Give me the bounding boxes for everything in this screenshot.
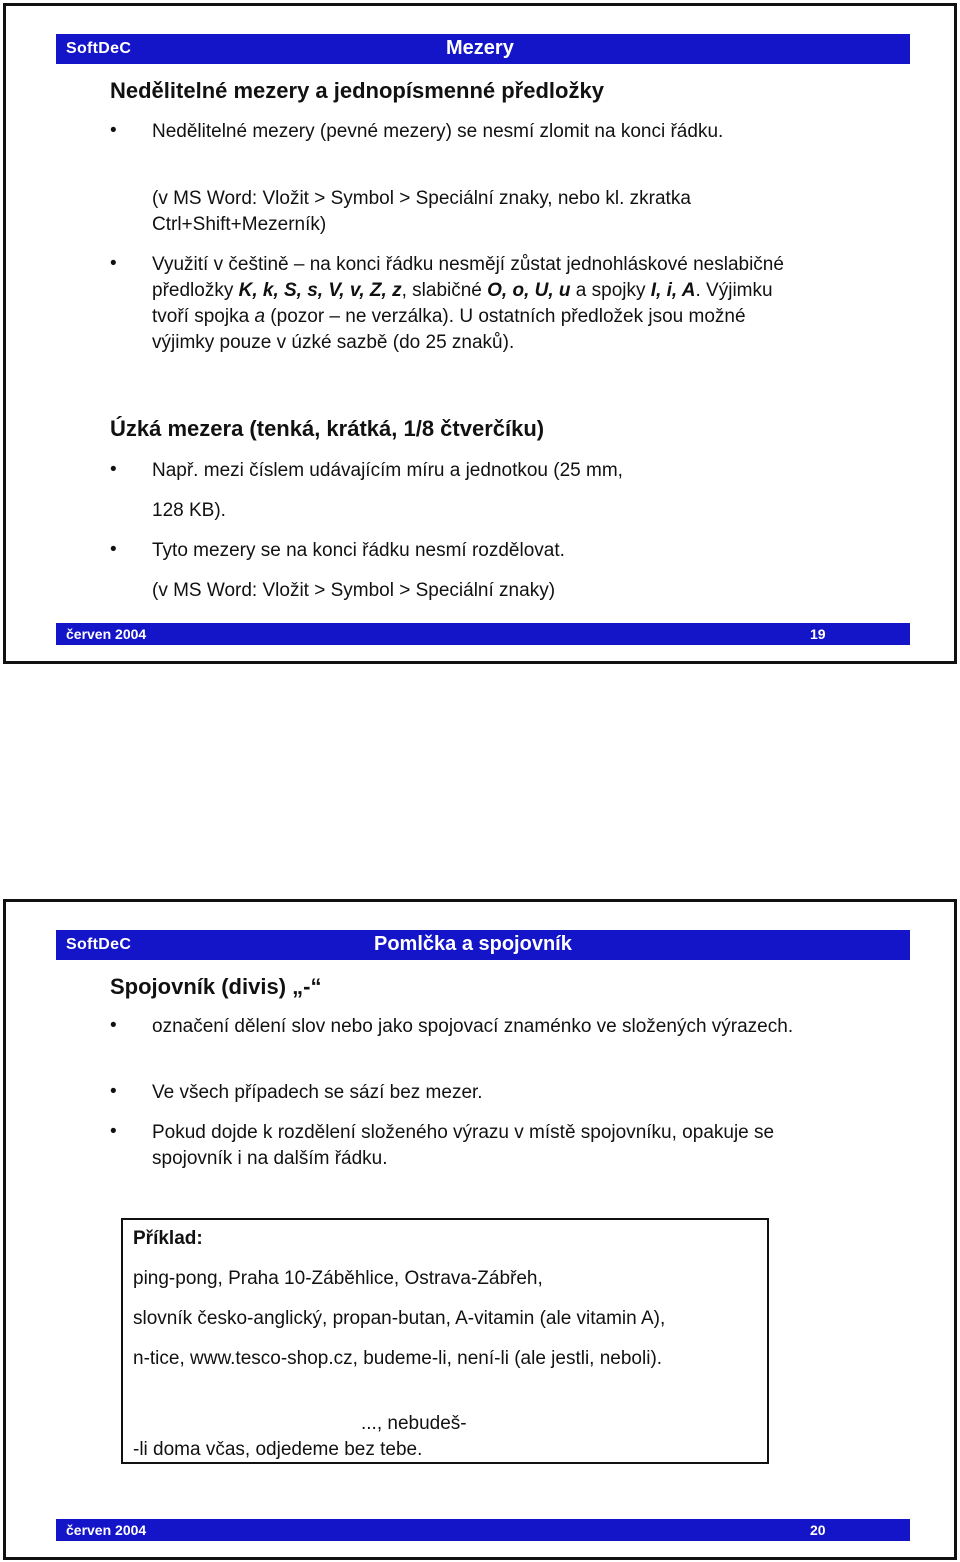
subsection-heading: Úzká mezera (tenká, krátká, 1/8 čtverčíku) (110, 416, 545, 441)
softdec-logo: SoftDeC (66, 40, 132, 57)
text-run: . Výjimku tvoří spojka (152, 280, 773, 327)
slide-20 (3, 899, 957, 1560)
text-run: Využití v češtině – na konci řádku nesmějí zůstat jednohláskové neslabičné předložky (152, 254, 784, 301)
emphasis-prepositions: K, k, S, s, V, v, Z, z (238, 280, 402, 301)
section-heading: Nedělitelné mezery a jednopísmenné předložky (110, 78, 604, 103)
text-run: a spojky (570, 280, 651, 301)
slide-footer-bar (56, 623, 910, 645)
bullet-text: Nedělitelné mezery (pevné mezery) se nesmí zlomit na konci řádku. (152, 121, 724, 142)
bullet-note: (v MS Word: Vložit > Symbol > Speciální znaky) (152, 580, 556, 601)
text-run: , slabičné (401, 280, 488, 301)
emphasis-conjunctions: I, i, A (650, 280, 696, 301)
slide-title: Mezery (446, 37, 514, 59)
footer-date: červen 2004 (66, 626, 147, 642)
bullet-icon: • (110, 539, 117, 560)
example-line: slovník česko-anglický, propan-butan, A-vitamin (ale vitamin A), (133, 1308, 666, 1329)
slide-header-bar (56, 34, 910, 64)
text-run: (pozor – ne verzálka). U ostatních předložek jsou možné výjimky pouze v úzké sazbě (do 25 znaků). (152, 306, 746, 353)
bullet-note: (v MS Word: Vložit > Symbol > Speciální znaky, nebo kl. zkratka Ctrl+Shift+Mezerník) (152, 188, 691, 235)
bullet-text: Pokud dojde k rozdělení složeného výrazu v místě spojovníku, opakuje se spojovník i na dalším řádku. (152, 1122, 775, 1169)
bullet-icon: • (110, 1121, 117, 1142)
emphasis-a: a (254, 306, 266, 327)
example-line: n-tice, www.tesco-shop.cz, budeme-li, není-li (ale jestli, neboli). (133, 1348, 663, 1369)
bullet-icon: • (110, 459, 117, 480)
example-line: ..., nebudeš- (361, 1413, 467, 1434)
bullet-text: Např. mezi číslem udávajícím míru a jednotkou (25 mm, (152, 460, 623, 481)
example-box (121, 1218, 769, 1464)
slide-title: Pomlčka a spojovník (374, 933, 572, 955)
bullet-text: Ve všech případech se sází bez mezer. (152, 1082, 483, 1103)
slide-header-bar (56, 930, 910, 960)
page-number: 20 (810, 1522, 826, 1538)
footer-date: červen 2004 (66, 1522, 147, 1538)
bullet-text: Tyto mezery se na konci řádku nesmí rozdělovat. (152, 540, 565, 561)
bullet-icon: • (110, 1015, 117, 1036)
bullet-icon: • (110, 253, 117, 274)
example-line: -li doma včas, odjedeme bez tebe. (133, 1439, 423, 1460)
example-line: ping-pong, Praha 10-Záběhlice, Ostrava-Zábřeh, (133, 1268, 543, 1289)
slide-footer-bar (56, 1519, 910, 1541)
bullet-icon: • (110, 1081, 117, 1102)
bullet-icon: • (110, 120, 117, 141)
example-title: Příklad: (133, 1228, 203, 1249)
page-number: 19 (810, 626, 826, 642)
slide-19 (3, 3, 957, 664)
emphasis-syllabic: O, o, U, u (487, 280, 571, 301)
bullet-text: označení dělení slov nebo jako spojovací znaménko ve složených výrazech. (152, 1016, 794, 1037)
softdec-logo: SoftDeC (66, 936, 132, 953)
bullet-text-prepositions (152, 252, 812, 356)
bullet-text-continued: 128 KB). (152, 500, 226, 521)
section-heading: Spojovník (divis) „-“ (110, 974, 322, 999)
